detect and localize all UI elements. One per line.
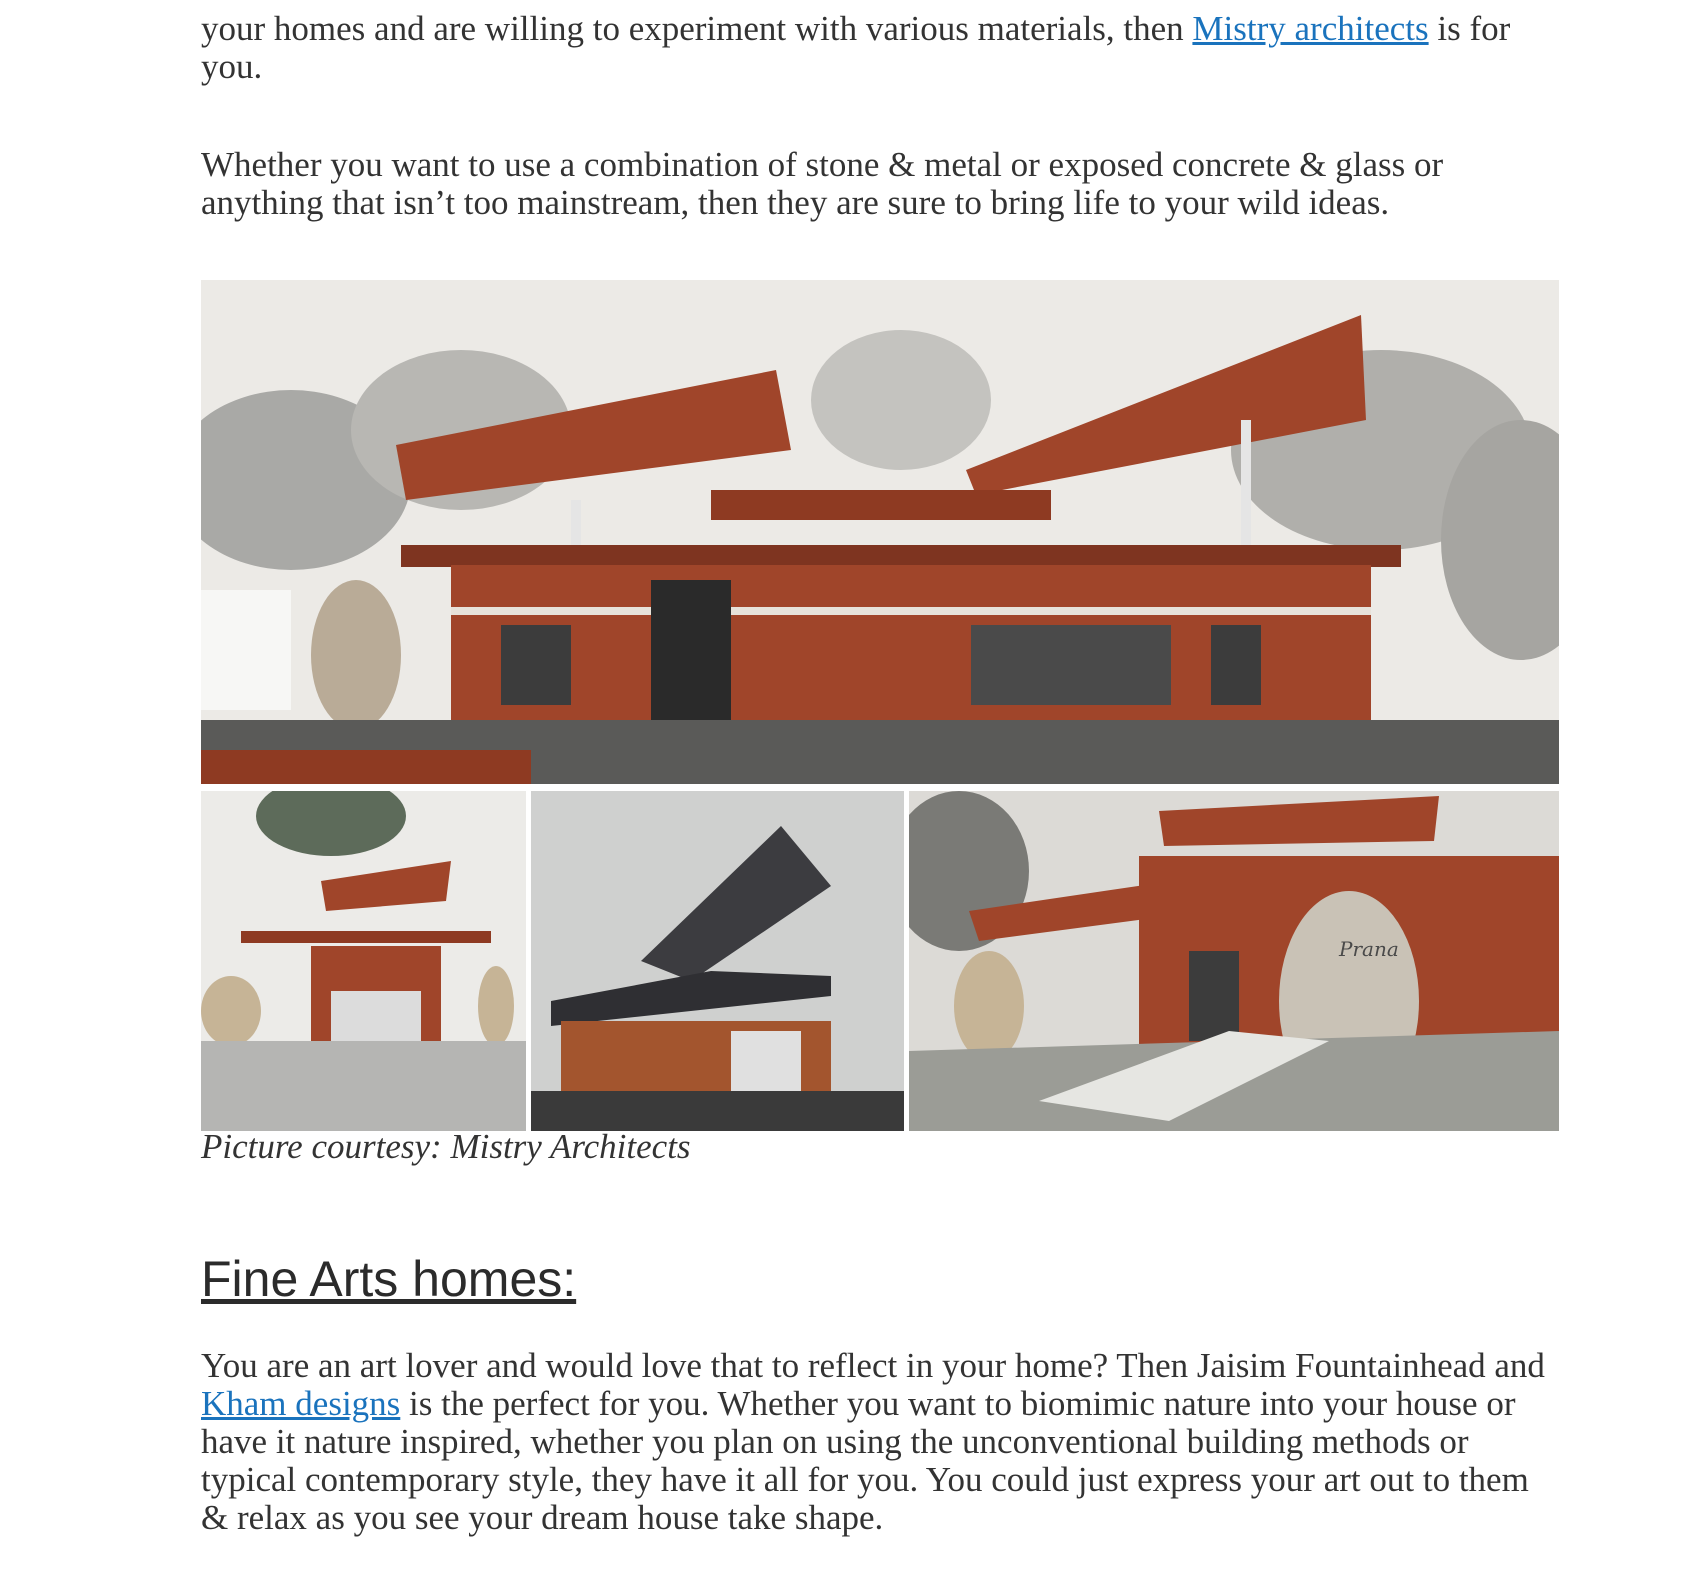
intro-text-after: is for you. — [201, 9, 1511, 86]
fine-arts-paragraph — [201, 1347, 1559, 1537]
house-thumbnail-photo — [909, 791, 1559, 1131]
kham-designs-link[interactable]: Kham designs — [201, 1384, 401, 1423]
fine-arts-text-after: is the perfect for you. Whether you want to biomimic nature into your house or have it nature inspired, whether you plan on using the unconventional building methods or typical contemporary style, they have it all for you. You could just express your art out to them & relax as you see your dream house take shape. — [201, 1384, 1529, 1537]
materials-paragraph: Whether you want to use a combination of stone & metal or exposed concrete & glass or anything that isn’t too mainstream, then they are sure to bring life to your wild ideas. — [201, 145, 1444, 222]
mistry-architects-link[interactable]: Mistry architects — [1192, 9, 1429, 48]
house-main-photo — [201, 280, 1559, 784]
intro-paragraph — [201, 10, 1559, 86]
image-caption: Picture courtesy: Mistry Architects — [201, 1127, 691, 1166]
section-heading: Fine Arts homes: — [201, 1251, 577, 1307]
fine-arts-text-before: You are an art lover and would love that to reflect in your home? Then Jaisim Fountainhead and — [201, 1346, 1545, 1385]
house-thumbnail-photo — [201, 791, 526, 1131]
prana-sign-text: Prana — [1339, 937, 1399, 961]
house-thumbnail-photo — [531, 791, 904, 1131]
intro-text-before: your homes and are willing to experiment with various materials, then — [201, 9, 1193, 48]
